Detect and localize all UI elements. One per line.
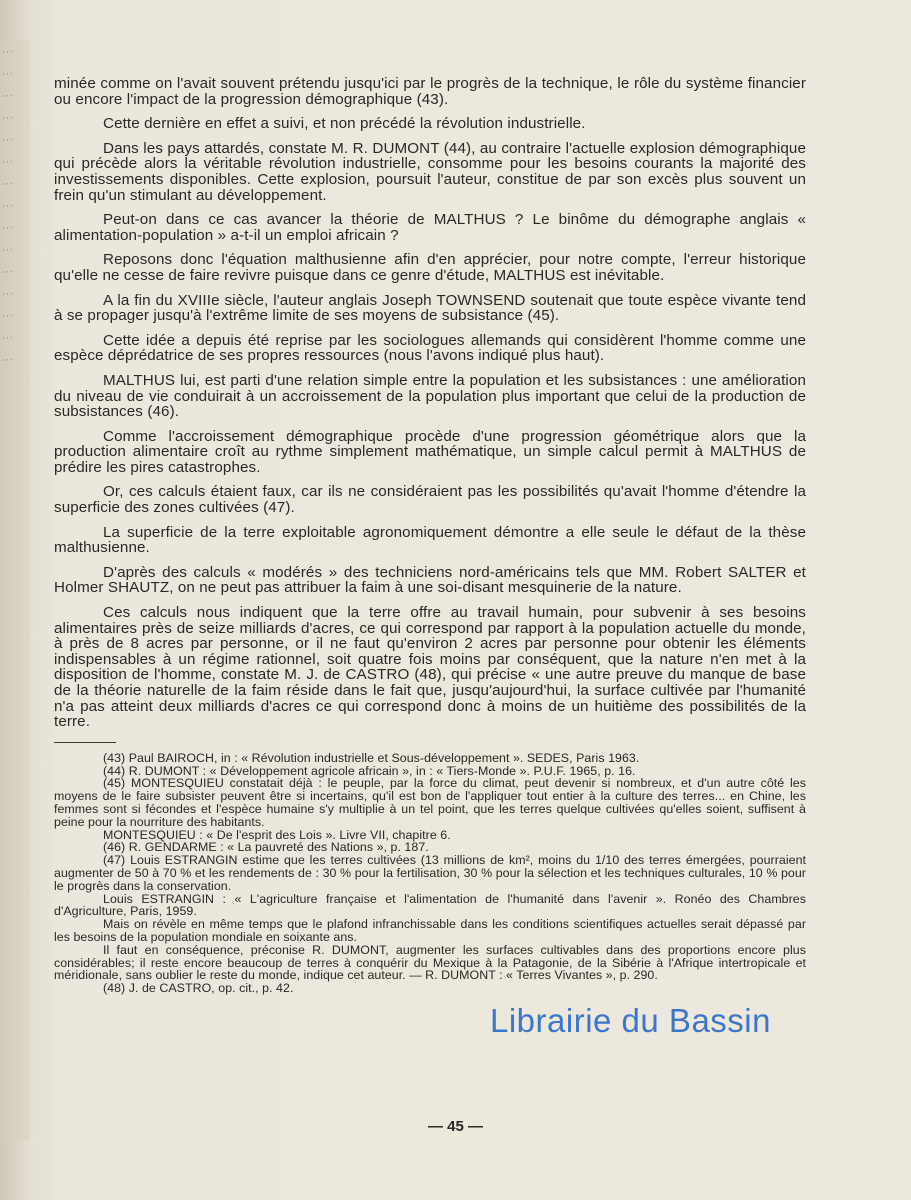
footnote: Il faut en conséquence, préconise R. DUMONT, augmenter les surfaces cultivables dans des proportions encore plus considérables; il reste encore beaucoup de terres à conquérir du Mexique à la Patagonie, de la Sibérie à l'Afrique intertropicale et méridionale, sans oublier le reste du monde, indique cet auteur. — R. DUMONT : « Terres Vivantes », p. 290. (54, 942, 806, 983)
footnote: (47) Louis ESTRANGIN estime que les terres cultivées (13 millions de km², moins du 1/10 des terres émergées, pourraient augmenter de 50 à 70 % et les rendements de : 30 % pour la fertilisation, 30 % pour la sélection et les techniques culturales, 10 % pour le progrès dans la conservation. (54, 853, 806, 893)
footnote: (46) R. GENDARME : « La pauvreté des Nations », p. 187. (103, 840, 429, 855)
page-body (54, 76, 806, 995)
footnote: (45) MONTESQUIEU constatait déjà : le peuple, par la force du climat, peut devenir si nombreux, et d'un autre côté les moyens de le faire subsister peuvent être si incertains, qu'il est bon de l'appliquer tout entier à la culture des terres... en Chine, les femmes sont si fécondes et l'espèce humaine s'y multiplie à un tel point, que les terres quelque cultivées qu'elles soient, suffisent à peine pour la nourriture des habitants. (54, 776, 806, 829)
footnote: (48) J. de CASTRO, op. cit., p. 42. (103, 981, 294, 996)
body-paragraph: Cette dernière en effet a suivi, et non précédé la révolution industrielle. (103, 115, 586, 133)
body-paragraph: La superficie de la terre exploitable agronomiquement démontre a elle seule le défaut de la thèse malthusienne. (54, 523, 806, 557)
footnote: MONTESQUIEU : « De l'esprit des Lois ». Livre VII, chapitre 6. (103, 827, 451, 842)
body-paragraph: Cette idée a depuis été reprise par les sociologues allemands qui considèrent l'homme comme une espèce déprédatrice de ses propres ressources (nous l'avons indiqué plus haut). (54, 331, 806, 365)
footnote: Louis ESTRANGIN : « L'agriculture française et l'alimentation de l'humanité dans l'avenir ». Ronéo des Chambres d'Agriculture, Paris, 1959. (54, 891, 806, 919)
body-paragraph: D'après des calculs « modérés » des techniciens nord-américains tels que MM. Robert SALTER et Holmer SHAUTZ, on ne peut pas attribuer la faim à une soi-disant mesquinerie de la nature. (54, 563, 806, 597)
body-paragraph: Peut-on dans ce cas avancer la théorie de MALTHUS ? Le binôme du démographe anglais « alimentation-population » a-t-il un emploi africain ? (54, 211, 806, 244)
body-paragraph: Reposons donc l'équation malthusienne afin d'en apprécier, pour notre compte, l'erreur historique qu'elle ne cesse de faire revivre puisque dans ce genre d'étude, MALTHUS est inévitable. (54, 251, 806, 284)
facing-page-bleed-through: ··· ··· ··· ··· ··· ··· ··· ··· ··· ··· ··· ··· ··· ··· ··· (0, 40, 30, 1140)
footnote: Mais on révèle en même temps que le plafond infranchissable dans les conditions scientifiques actuelles serait dépassé par les besoins de la population mondiale en soixante ans. (54, 917, 806, 944)
page-number: — 45 — (427, 1118, 484, 1135)
footnote: (44) R. DUMONT : « Développement agricole africain », in : « Tiers-Monde ». P.U.F. 1965, p. 16. (103, 763, 636, 778)
footnote: (43) Paul BAIROCH, in : « Révolution industrielle et Sous-développement ». SEDES, Paris 1963. (103, 750, 640, 765)
body-paragraph: Or, ces calculs étaient faux, car ils ne considéraient pas les possibilités qu'avait l'homme d'étendre la superficie des zones cultivées (47). (54, 483, 806, 517)
watermark: Librairie du Bassin (490, 1002, 771, 1039)
body-paragraph: Ces calculs nous indiquent que la terre offre au travail humain, pour subvenir à ses besoins alimentaires près de seize milliards d'acres, ce qui correspond par rapport à la population actuelle du monde, à près de 8 acres par personne, or il ne faut qu'environ 2 acres par personne pour obtenir les éléments indispensables à un régime rationnel, soit quatre fois moins par conséquent, que la nature n'en met à la disposition de l'homme, constate M. J. de CASTRO (48), qui précise « une autre preuve du manque de base de la théorie naturelle de la faim réside dans le fait que, jusqu'aujourd'hui, la surface cultivée par l'humanité n'a pas atteint deux milliards d'acres ce qui correspond donc à moins de un huitième des possibilités de la terre. (54, 604, 806, 731)
body-paragraph: Dans les pays attardés, constate M. R. DUMONT (44), au contraire l'actuelle explosion démographique qui précède alors la véritable révolution industrielle, consomme pour les besoins courants la majorité des investissements disponibles. Cette explosion, poursuit l'auteur, constitue de par son excès plus souvent un frein qu'un stimulant au développement. (54, 139, 806, 204)
body-paragraph: A la fin du XVIIIe siècle, l'auteur anglais Joseph TOWNSEND soutenait que toute espèce vivante tend à se propager jusqu'à l'extrême limite de ses moyens de subsistance (45). (54, 291, 806, 325)
body-paragraph: Comme l'accroissement démographique procède d'une progression géométrique alors que la production alimentaire croît au rythme simplement mathématique, un simple calcul permit à MALTHUS de prédire les pires catastrophes. (54, 427, 806, 476)
body-paragraph: MALTHUS lui, est parti d'une relation simple entre la population et les subsistances : une amélioration du niveau de vie conduirait à un accroissement de la population plus important que celui de la production de subsistances (46). (54, 371, 806, 421)
footnote-divider (54, 742, 116, 743)
body-paragraph: minée comme on l'avait souvent prétendu jusqu'ici par le progrès de la technique, le rôle du système financier ou encore l'impact de la progression démographique (43). (54, 75, 806, 108)
footnotes (54, 752, 806, 995)
